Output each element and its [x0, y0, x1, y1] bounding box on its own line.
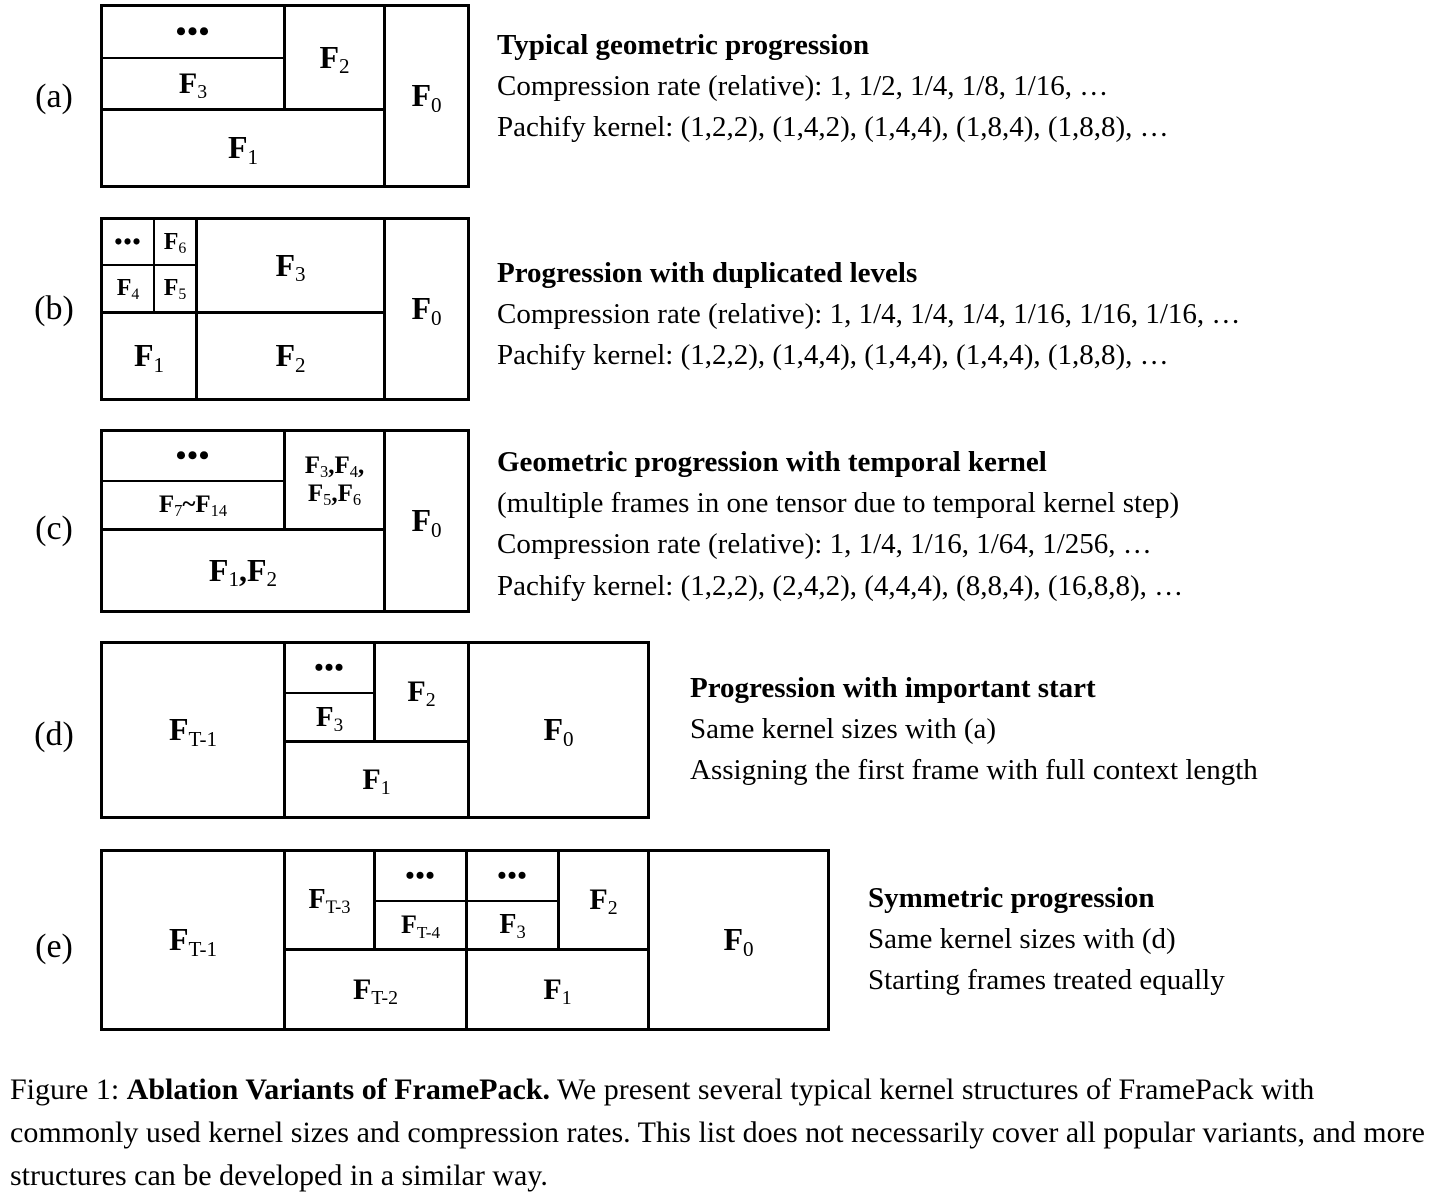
panel-b-cell-dots: •••	[103, 220, 153, 264]
panel-a-diagram	[100, 4, 470, 188]
panel-b-cell-f5: $F_5$	[153, 264, 195, 311]
panel-a-desc-line1: Compression rate (relative): 1, 1/2, 1/4, 1/8, 1/16, …	[497, 70, 1109, 103]
panel-e-desc-title: Symmetric progression	[868, 882, 1155, 914]
panel-e-description	[868, 878, 1225, 1002]
panel-c	[0, 420, 1440, 620]
panel-c-description	[497, 442, 1183, 607]
panel-b-label: (b)	[34, 290, 74, 327]
panel-a-cell-f0: $F_0$	[383, 7, 467, 185]
figure-caption	[10, 1068, 1435, 1198]
panel-c-desc-line2: Compression rate (relative): 1, 1/4, 1/16, 1/64, 1/256, …	[497, 528, 1152, 561]
panel-b-cell-f3: $F_3$	[195, 220, 383, 311]
panel-e-cell-ft-2: $F_{T-2}$	[283, 948, 465, 1028]
caption-body: We present several typical kernel structures of FramePack with commonly used kernel sizes and compression rates. This list does not necessarily cover all popular variants, and more structures can be developed in a similar way.	[10, 1073, 1425, 1193]
panel-e	[0, 840, 1440, 1040]
panel-e-cell-dots-2: •••	[465, 852, 557, 900]
panel-c-cell-f1-f2: $F_1,F_2$	[103, 528, 383, 610]
panel-b-cell-f0: $F_0$	[383, 220, 467, 398]
panel-c-desc-title: Geometric progression with temporal kernel	[497, 446, 1047, 478]
panel-d-cell-f0: $F_0$	[467, 644, 647, 816]
panel-b-desc-title: Progression with duplicated levels	[497, 257, 918, 289]
panel-c-diagram	[100, 429, 470, 613]
panel-a-cell-f1: $F_1$	[103, 108, 383, 185]
panel-e-cell-f3: $F_3$	[465, 900, 557, 948]
panel-c-cell-f0: $F_0$	[383, 432, 467, 610]
panel-c-cell-f7-f14: $F_7\sim F_{14}$	[103, 480, 283, 528]
panel-a-label: (a)	[35, 78, 73, 115]
panel-d-cell-f3: $F_3$	[283, 692, 373, 740]
panel-d	[0, 630, 1440, 825]
panel-d-desc-line1: Same kernel sizes with (a)	[690, 713, 997, 746]
panel-b-diagram	[100, 217, 470, 401]
panel-c-desc-line3: Pachify kernel: (1,2,2), (2,4,2), (4,4,4), (8,8,4), (16,8,8), …	[497, 569, 1184, 602]
panel-e-desc-line2: Starting frames treated equally	[868, 964, 1225, 997]
panel-e-cell-f1: $F_1$	[465, 948, 647, 1028]
panel-a-desc-title: Typical geometric progression	[497, 29, 870, 61]
panel-b-cell-f6: $F_6$	[153, 220, 195, 264]
panel-d-cell-dots: •••	[283, 644, 373, 692]
panel-c-desc-line1: (multiple frames in one tensor due to temporal kernel step)	[497, 487, 1180, 520]
panel-d-cell-f2: $F_2$	[373, 644, 467, 740]
panel-e-cell-ft-1: $F_{T-1}$	[103, 852, 283, 1028]
panel-b-cell-f2: $F_2$	[195, 311, 383, 398]
panel-e-cell-ft-4: $F_{T-4}$	[373, 900, 465, 948]
panel-c-cell-dots: •••	[103, 432, 283, 480]
panel-d-desc-line2: Assigning the first frame with full context length	[690, 754, 1258, 787]
panel-d-diagram	[100, 641, 650, 819]
panel-a-cell-f3: $F_3$	[103, 57, 283, 108]
panel-a-desc-line2: Pachify kernel: (1,2,2), (1,4,2), (1,4,4), (1,8,4), (1,8,8), …	[497, 111, 1169, 144]
panel-b-desc-line2: Pachify kernel: (1,2,2), (1,4,4), (1,4,4), (1,4,4), (1,8,8), …	[497, 339, 1169, 372]
panel-e-cell-f2: $F_2$	[557, 852, 647, 948]
panel-b-cell-f1: $F_1$	[103, 311, 195, 398]
panel-b-desc-line1: Compression rate (relative): 1, 1/4, 1/4, 1/4, 1/16, 1/16, 1/16, …	[497, 298, 1241, 331]
panel-c-label: (c)	[35, 510, 73, 547]
caption-bold-title: Ablation Variants of FramePack.	[126, 1073, 550, 1106]
panel-e-desc-line1: Same kernel sizes with (d)	[868, 923, 1176, 956]
panel-b-description	[497, 253, 1240, 377]
caption-prefix: Figure 1:	[10, 1073, 120, 1106]
panel-e-diagram	[100, 849, 830, 1031]
panel-a-cell-dots: •••	[103, 7, 283, 57]
panel-b-cell-f4: $F_4$	[103, 264, 153, 311]
panel-a-cell-f2: $F_2$	[283, 7, 383, 108]
panel-d-label: (d)	[34, 716, 74, 753]
panel-e-cell-dots-1: •••	[373, 852, 465, 900]
panel-c-cell-f3-f6: $F_3,F_4$, $F_5,F_6$	[283, 432, 383, 528]
panel-b	[0, 210, 1440, 410]
panel-d-cell-ft-1: $F_{T-1}$	[103, 644, 283, 816]
panel-e-cell-f0: $F_0$	[647, 852, 827, 1028]
panel-e-cell-ft-3: $F_{T-3}$	[283, 852, 373, 948]
panel-e-label: (e)	[35, 928, 73, 965]
panel-a	[0, 0, 1440, 200]
panel-d-description	[690, 668, 1258, 792]
panel-d-desc-title: Progression with important start	[690, 672, 1096, 704]
panel-a-description	[497, 25, 1169, 149]
panel-d-cell-f1: $F_1$	[283, 740, 467, 816]
